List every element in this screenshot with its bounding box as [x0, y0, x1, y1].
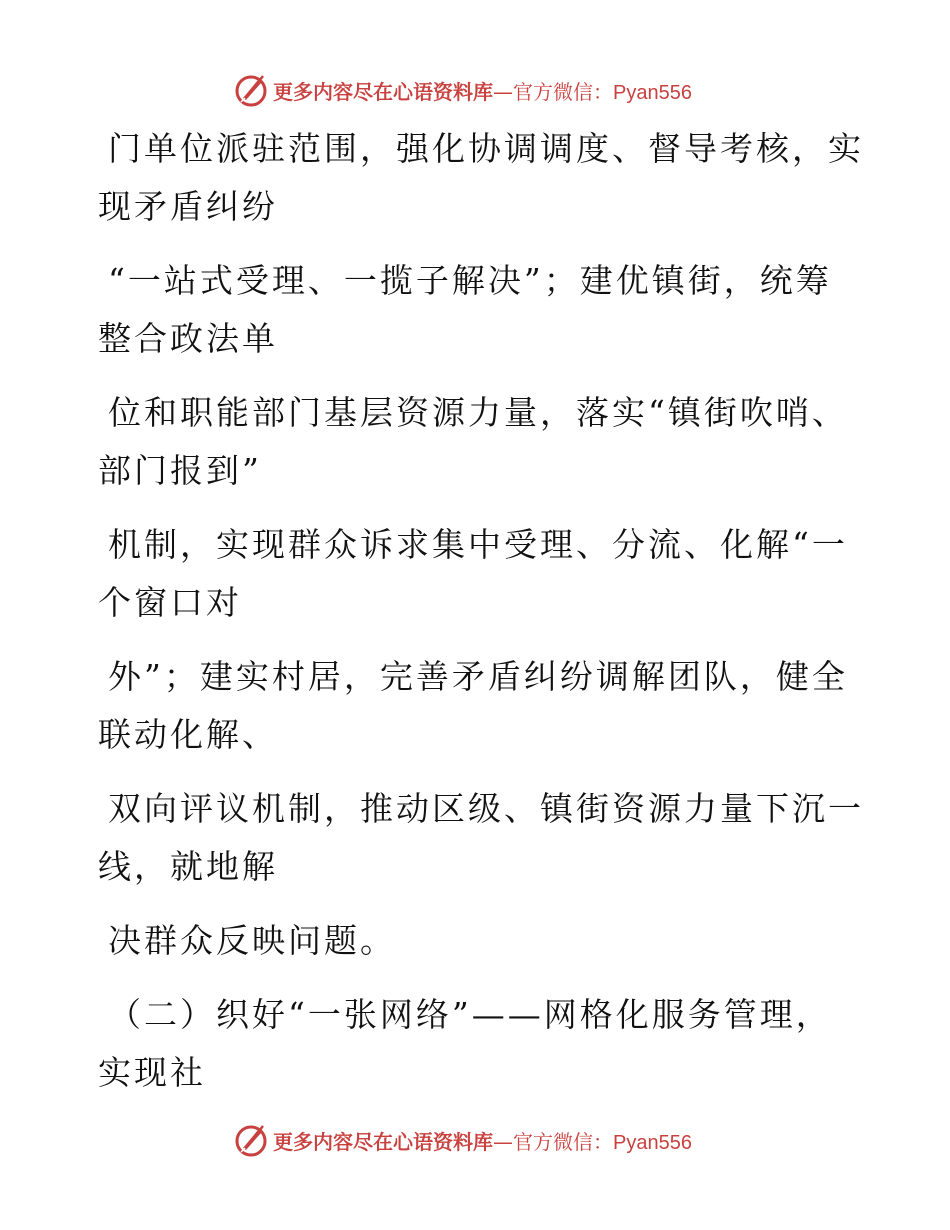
- text-line: 双向评议机制，推动区级、镇街资源力量下沉一: [108, 789, 864, 828]
- paragraph: [98, 384, 848, 500]
- paragraph: [98, 648, 848, 764]
- footer-banner: [233, 1120, 713, 1160]
- text-line: 实现社: [98, 1053, 206, 1092]
- footer-banner-dash: —: [493, 1129, 513, 1154]
- text-line: 机制，实现群众诉求集中受理、分流、化解“一: [108, 525, 848, 564]
- header-banner-official: 官方微信：: [513, 79, 613, 104]
- text-line: 位和职能部门基层资源力量，落实“镇街吹哨、: [108, 393, 848, 432]
- quill-pen-logo-icon: [233, 72, 269, 108]
- quill-pen-logo-icon: [233, 1122, 269, 1158]
- text-line: 线，就地解: [98, 847, 278, 886]
- paragraph: [98, 986, 838, 1102]
- paragraph: [98, 120, 864, 236]
- text-line: 外”；建实村居，完善矛盾纠纷调解团队，健全: [108, 657, 848, 696]
- header-banner-id: Pyan556: [613, 81, 692, 104]
- document-body: [98, 120, 864, 1102]
- header-banner: [233, 70, 713, 110]
- text-line: 联动化解、: [98, 715, 278, 754]
- text-line: 个窗口对: [98, 583, 242, 622]
- header-banner-text: [273, 76, 692, 105]
- paragraph: [98, 516, 848, 632]
- text-line: 门单位派驻范围，强化协调调度、督导考核，实: [108, 129, 864, 168]
- footer-banner-text: [273, 1126, 692, 1155]
- text-line: 整合政法单: [98, 319, 278, 358]
- text-line: （二）织好“一张网络”——网格化服务管理，: [108, 995, 832, 1034]
- footer-banner-main: 更多内容尽在心语资料库: [273, 1129, 493, 1154]
- paragraph: [98, 780, 864, 896]
- header-banner-main: 更多内容尽在心语资料库: [273, 79, 493, 104]
- header-banner-dash: —: [493, 79, 513, 104]
- footer-banner-official: 官方微信：: [513, 1129, 613, 1154]
- text-line: 决群众反映问题。: [108, 921, 396, 960]
- paragraph: [98, 252, 838, 368]
- text-line: 部门报到”: [98, 451, 262, 490]
- text-line: “一站式受理、一揽子解决”；建优镇街，统筹: [108, 261, 832, 300]
- footer-banner-id: Pyan556: [613, 1131, 692, 1154]
- paragraph: [98, 912, 838, 970]
- text-line: 现矛盾纠纷: [98, 187, 278, 226]
